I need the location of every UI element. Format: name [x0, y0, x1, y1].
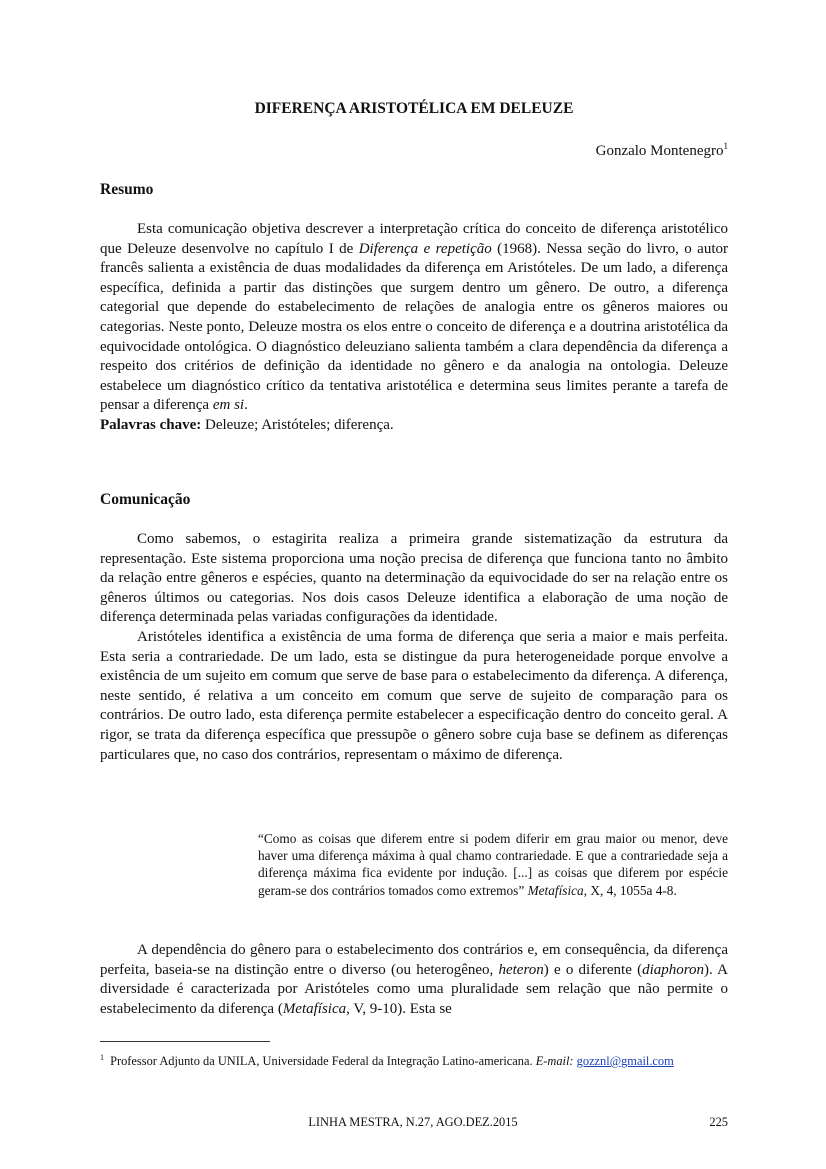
p3-text-b: ) e o diferente ( [543, 961, 643, 978]
communication-paragraph-3-block [100, 941, 728, 1019]
p3-text-c: ). A diversidade é caracterizada por Aristóteles como uma pluralidade sem relação que não permite o estabelecimento da diferença ( [100, 961, 728, 1017]
author-line [100, 143, 728, 160]
communication-paragraph-2: Aristóteles identifica a existência de uma forma de diferença que seria a maior e mais perfeita. Esta seria a contrariedade. De um lado, esta se distingue da pura heterogeneidade porque envolve a existência de um sujeito em comum que serve de base para o estabelecimento da diferença. A diferença, neste sentido, é relativa a um conceito em comum que serve de sujeito de comparação para os contrários. De outro lado, esta diferença permite estabelecer a especificação dentro do conceito geral. A rigor, se trata da diferença específica que pressupõe o gênero sobre cuja base se definem as diferenças particulares que, no caso dos contrários, representam o máximo de diferença. [100, 628, 728, 763]
footnote-mark: 1 [100, 1052, 104, 1062]
block-quote [258, 830, 728, 899]
paper-title: DIFERENÇA ARISTOTÉLICA EM DELEUZE [254, 100, 574, 117]
page-number: 225 [709, 1115, 728, 1129]
footnote-text: Professor Adjunto da UNILA, Universidade Federal da Integração Latino-americana. [107, 1054, 536, 1068]
abstract-section [100, 220, 728, 436]
footnote [100, 1054, 740, 1069]
abstract-text-1: Esta comunicação objetiva descrever a interpretação crítica do conceito de diferença aristotélico que Deleuze desenvolve no capítulo I de [100, 221, 728, 257]
communication-paragraph-1: Como sabemos, o estagirita realiza a primeira grande sistematização da estrutura da representação. Este sistema proporciona uma noção precisa de diferença que funciona tanto no âmbito da relação entre gêneros e espécies, quanto na determinação da equivocidade do ser na relação entre os gêneros últimos ou categorias. Nos dois casos Deleuze identifica a elaboração de uma noção de diferença determinada pelas variadas configurações da identidade. [100, 531, 728, 626]
footnote-email-link[interactable]: gozznl@gmail.com [576, 1054, 674, 1068]
p3-heteron: heteron [498, 961, 544, 978]
communication-section [100, 530, 728, 765]
p3-diaphoron: diaphoron [642, 961, 705, 978]
communication-heading: Comunicação [100, 491, 191, 508]
footnote-divider [100, 1041, 270, 1042]
footnote-email-label: E-mail: [535, 1054, 574, 1068]
p3-text-a: A dependência do gênero para o estabelecimento dos contrários e, em consequência, da diferença perfeita, baseia-se na distinção entre o diverso (ou heterogêneo, [100, 942, 728, 978]
quote-source-title: Metafísica [527, 882, 584, 898]
abstract-paragraph [100, 220, 728, 416]
abstract-heading: Resumo [100, 181, 154, 198]
keywords-line [100, 416, 728, 436]
author-footnote-mark: 1 [723, 141, 728, 151]
abstract-em-si: em si [212, 397, 245, 414]
footer-journal: LINHA MESTRA, N.27, AGO.DEZ.2015 [308, 1115, 518, 1129]
author-name: Gonzalo Montenegro [595, 143, 724, 159]
communication-paragraph-3 [100, 941, 728, 1019]
keywords-list: Deleuze; Aristóteles; diferença. [201, 416, 394, 433]
p3-metafisica: Metafísica [282, 1000, 347, 1017]
p3-text-d: , V, 9-10). Esta se [346, 1000, 452, 1017]
abstract-text-3: . [244, 397, 248, 414]
keywords-label: Palavras chave: [100, 416, 202, 433]
quote-source-ref: , X, 4, 1055a 4-8. [583, 882, 677, 898]
abstract-text-2: (1968). Nessa seção do livro, o autor francês salienta a existência de duas modalidades da diferença em Aristóteles. De um lado, a diferença específica, definida a partir das distinções que surgem dentro um gênero. De outro, a diferença categorial que depende do estabelecimento de relações de analogia entre os gêneros maiores ou categorias. Neste ponto, Deleuze mostra os elos entre o conceito de diferença e a doutrina aristotélica da equivocidade ontológica. O diagnóstico deleuziano salienta também a clara dependência da diferença a respeito dos critérios de definição da identidade no gênero e da analogia na ontologia. Deleuze estabelece um diagnóstico crítico da tentativa aristotélica e determina seus limites perante a tarefa de pensar a diferença [100, 240, 728, 414]
quote-text: “Como as coisas que diferem entre si podem diferir em grau maior ou menor, deve haver uma diferença máxima à qual chamo contrariedade. E que a contrariedade seja a diferença máxima fica evidente por indução. [...] as coisas que diferem por espécie geram-se dos contrários tomados como extremos” [258, 831, 728, 898]
abstract-book-title: Diferença e repetição [358, 240, 492, 257]
